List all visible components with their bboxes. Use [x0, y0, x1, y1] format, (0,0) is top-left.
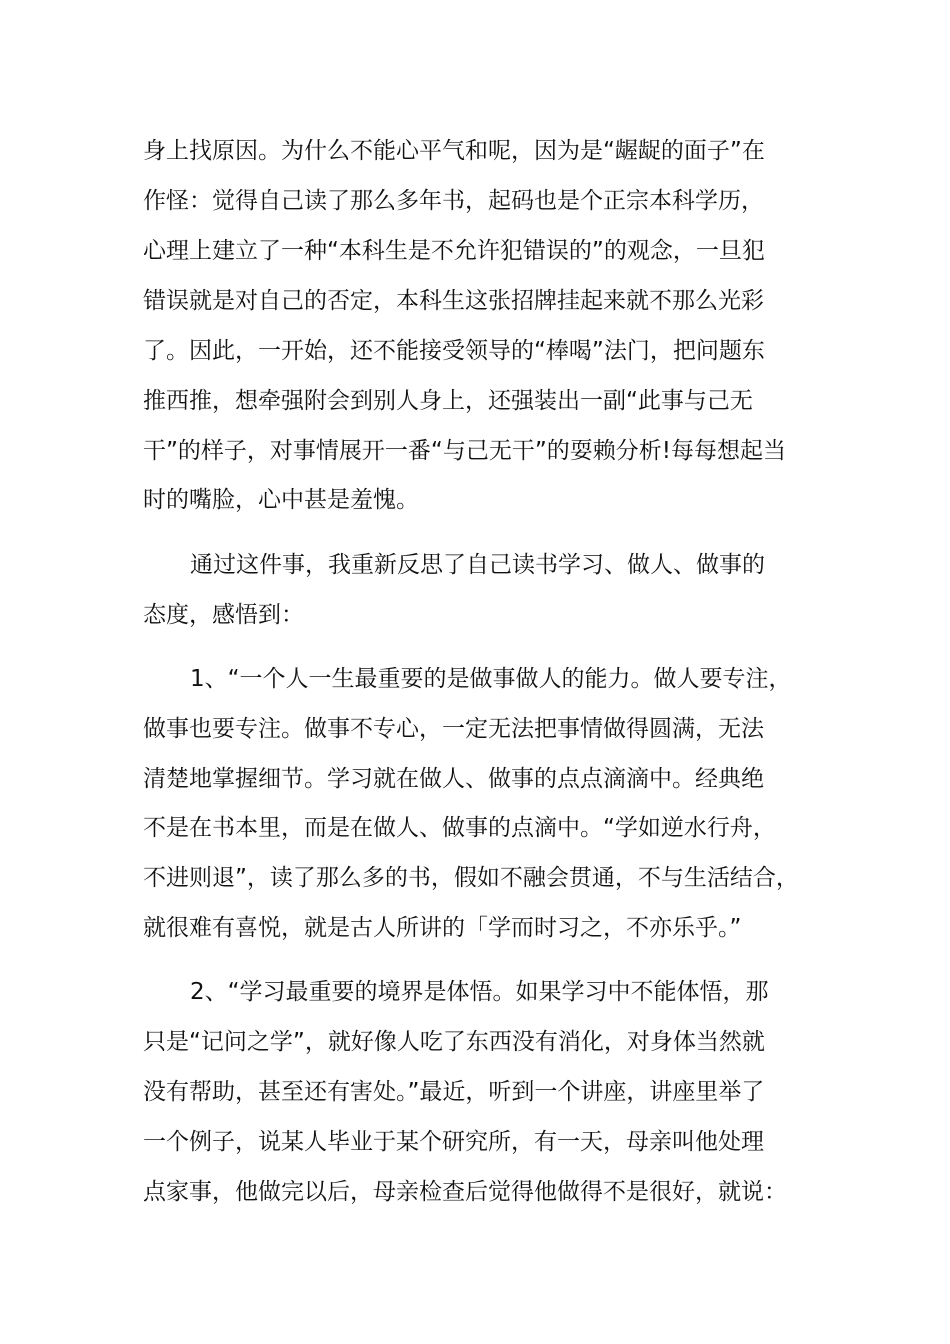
text-line: 清楚地掌握细节。学习就在做人、做事的点点滴滴中。经典绝 [143, 766, 764, 792]
text-line: 态度，感悟到： [143, 602, 304, 628]
text-line: 没有帮助，甚至还有害处。”最近，听到一个讲座，讲座里举了 [143, 1079, 765, 1105]
text-line: 2、“学习最重要的境界是体悟。如果学习中不能体悟，那 [190, 979, 769, 1005]
text-line: 心理上建立了一种“本科生是不允许犯错误的”的观念，一旦犯 [143, 238, 765, 264]
text-line: 身上找原因。为什么不能心平气和呢，因为是“龌龊的面子”在 [143, 138, 765, 164]
text-line: 点家事，他做完以后，母亲检查后觉得他做得不是很好，就说： [143, 1179, 787, 1205]
text-line: 就很难有喜悦，就是古人所讲的「学而时习之，不亦乐乎。” [143, 915, 742, 941]
text-line: 不是在书本里，而是在做人、做事的点滴中。“学如逆水行舟， [143, 815, 776, 841]
text-line: 时的嘴脸，心中甚是羞愧。 [143, 487, 419, 513]
text-line: 错误就是对自己的否定，本科生这张招牌挂起来就不那么光彩 [143, 288, 764, 314]
text-line: 推西推，想牵强附会到别人身上，还强装出一副“此事与己无 [143, 388, 753, 414]
text-line: 1、“一个人一生最重要的是做事做人的能力。做人要专注， [190, 666, 792, 692]
text-line: 了。因此，一开始，还不能接受领导的“棒喝”法门，把问题东 [143, 338, 765, 364]
text-line: 只是“记问之学”，就好像人吃了东西没有消化，对身体当然就 [143, 1029, 765, 1055]
text-line: 做事也要专注。做事不专心，一定无法把事情做得圆满，无法 [143, 716, 764, 742]
text-line: 通过这件事，我重新反思了自己读书学习、做人、做事的 [190, 552, 765, 578]
text-line: 干”的样子，对事情展开一番“与己无干”的耍赖分析!每每想起当 [143, 438, 786, 464]
text-line: 不进则退”，读了那么多的书，假如不融会贯通，不与生活结合， [143, 865, 799, 891]
text-line: 一个例子，说某人毕业于某个研究所，有一天，母亲叫他处理 [143, 1129, 764, 1155]
text-line: 作怪：觉得自己读了那么多年书，起码也是个正宗本科学历， [143, 188, 764, 214]
